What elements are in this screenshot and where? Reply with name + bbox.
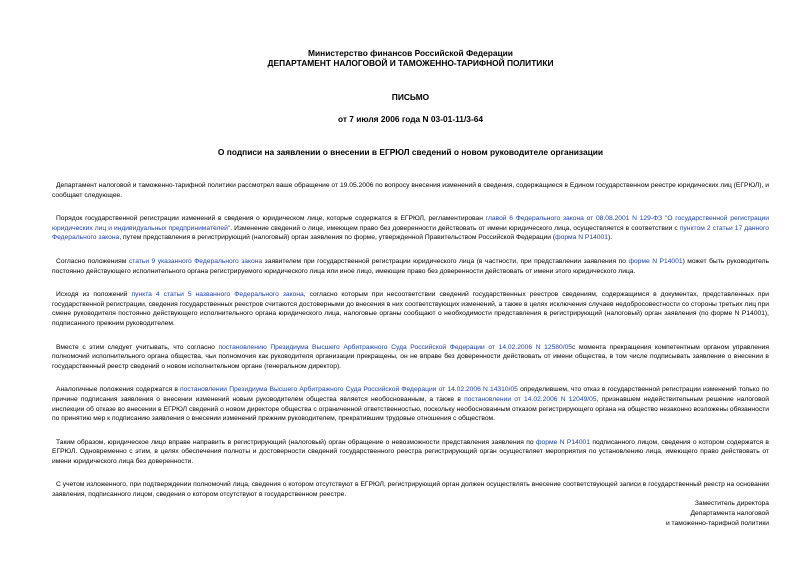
text-span: с момента прекращения компетентным органом управления полномочий исполнительного органа общества, чьи полномочия как руководителя организации прекращены, он не вправе без доверенности действовать от имени общества, в том числе подписывать заявление о внесении в государственный реестр сведений о новом исполнительном органе (генеральном директор).	[52, 343, 769, 370]
ministry-name: Министерство финансов Российской Федерации	[308, 48, 513, 58]
resolution-12049-link[interactable]: постановлении от 14.02.2006 N 12049/05	[464, 395, 597, 403]
text-span: , признавшем недействительным решение налоговой инспекции об отказе во внесении в ЕГРЮЛ сведений о новом директоре общества с ограниченной ответственностью, поскольку необоснованным отказом регистрирующего органа на общество незаконно возложены обязанности по принятию мер к подписанию заявления о внесении изменений прежним руководителем, прекратившим трудовые отношения с обществом.	[52, 395, 769, 423]
paragraph-7	[52, 438, 769, 467]
paragraph-6	[52, 385, 769, 423]
form-p14001-link[interactable]: форме N Р14001	[536, 438, 590, 446]
paragraph-5	[52, 343, 769, 372]
resolution-14310-link[interactable]: постановлении Президиума Высшего Арбитражного Суда Российской Федерации от 14.02.2006 N 14310/05	[180, 386, 518, 394]
text-span: определившем, что отказ в государственной регистрации изменений только по причине подписания заявления о внесении изменений новым руководителем общества является необоснованным, а также в	[52, 386, 770, 403]
form-p14001-link[interactable]: форма N Р14001	[555, 234, 608, 242]
signature-line: Департамента налоговой	[690, 510, 769, 517]
signature-line: и таможенно-тарифной политики	[665, 520, 769, 527]
law-129-chapter-6-link[interactable]: главой 6 Федерального закона от 08.08.2001 N 129-ФЗ "О государственной регистрации юридических лиц и индивидуальных предпринимателей"	[52, 215, 769, 232]
paragraph-1: Департамент налоговой и таможенно-тарифной политики рассмотрел ваше обращение от 19.05.2006 по вопросу внесения изменений в сведения, содержащиеся в Едином государственном реестре юридических лиц (ЕГРЮЛ), и сообщает следующее.	[52, 182, 769, 199]
text-span: ) может быть руководитель постоянно действующего исполнительного органа регистрируемого юридического лица или иное лицо, имеющие право без доверенности действовать от имени этого юридического лица.	[52, 257, 770, 275]
text-span: Порядок государственной регистрации изменений в сведения о юридическом лице, которые содержатся в ЕГРЮЛ, регламентирован	[56, 215, 483, 223]
letter-number: от 7 июля 2006 года N 03-01-11/3-64	[337, 114, 484, 124]
text-span: Вместе с этим следует учитывать, что согласно	[56, 343, 215, 351]
form-p14001-link[interactable]: форме N Р14001	[628, 257, 683, 265]
text-span: Согласно положениям	[56, 257, 127, 265]
text-span: . Изменение сведений о лице, имеющем право без доверенности действовать от имени юридического лица, осуществляется в соответствии с	[230, 224, 678, 232]
signature-line: Заместитель директора	[694, 500, 769, 507]
text-span: Аналогичные положения содержатся в	[56, 386, 178, 394]
paragraph-4	[52, 290, 769, 328]
text-span: ).	[607, 234, 613, 242]
text-span: подписанного лицом, сведения о котором содержатся в ЕГРЮЛ. Одновременно с этим, в целях обеспечения полноты и достоверности сведений государственного реестра регистрирующий орган осуществляет мероприятия по установлению лица, имеющего право действовать от имени юридического лица без доверенности.	[52, 438, 769, 465]
text-span: Таким образом, юридическое лицо вправе направить в регистрирующий (налоговый) орган обращение о невозможности представления заявления по	[56, 438, 534, 446]
article-9-link[interactable]: статьи 9 указанного Федерального закона	[128, 257, 263, 265]
resolution-12580-link[interactable]: постановлению Президиума Высшего Арбитражного Суда Российской Федерации от 14.02.2006 N 12580/05	[218, 343, 573, 351]
signature-block	[666, 499, 769, 529]
document-type: ПИСЬМО	[391, 92, 430, 102]
article-5-link[interactable]: пункта 4 статьи 5 названного Федерального закона	[131, 291, 304, 299]
text-span: , путем представления в регистрирующий (налоговый) орган заявления по форме, утвержденной Правительством Российской Федерации (	[119, 234, 556, 242]
paragraph-3	[52, 257, 769, 276]
paragraph-2	[52, 214, 769, 243]
department-name: ДЕПАРТАМЕНТ НАЛОГОВОЙ И ТАМОЖЕННО-ТАРИФНОЙ ПОЛИТИКИ	[267, 58, 554, 68]
letter-subject: О подписи на заявлении о внесении в ЕГРЮЛ сведений о новом руководителе организации	[217, 147, 604, 157]
text-span: , согласно которым при несоответствии сведений государственных реестров сведениям, содержащимся в документах, представленных при государственной регистрации, сведения государственных реестров считаются достоверными до внесения в них соответствующих изменений, а также в целях исключения случаев недобросовестности со стороны третьих лиц при смене руководителя постоянно действующего исполнительного органа юридического лица, налоговые органы сообщают о необходимости представления в регистрирующий (налоговый) орган заявления (по форме N Р14001), подписанного прежним руководителем.	[52, 291, 769, 327]
text-span: Исходя из положений	[56, 291, 128, 299]
text-span: заявителем при государственной регистрации юридического лица (в частности, при представлении заявления по	[264, 257, 626, 265]
paragraph-8: С учетом изложенного, при подтверждении полномочий лица, сведения о котором отсутствуют в ЕГРЮЛ, регистрирующий орган должен осуществлять внесение соответствующей записи в государственный реестр на основании заявления, подписанного лицом, сведения о котором отсутствуют в государственном реестре.	[52, 481, 769, 499]
article-17-link[interactable]: пунктом 2 статьи 17 данного Федерального закона	[52, 224, 770, 242]
